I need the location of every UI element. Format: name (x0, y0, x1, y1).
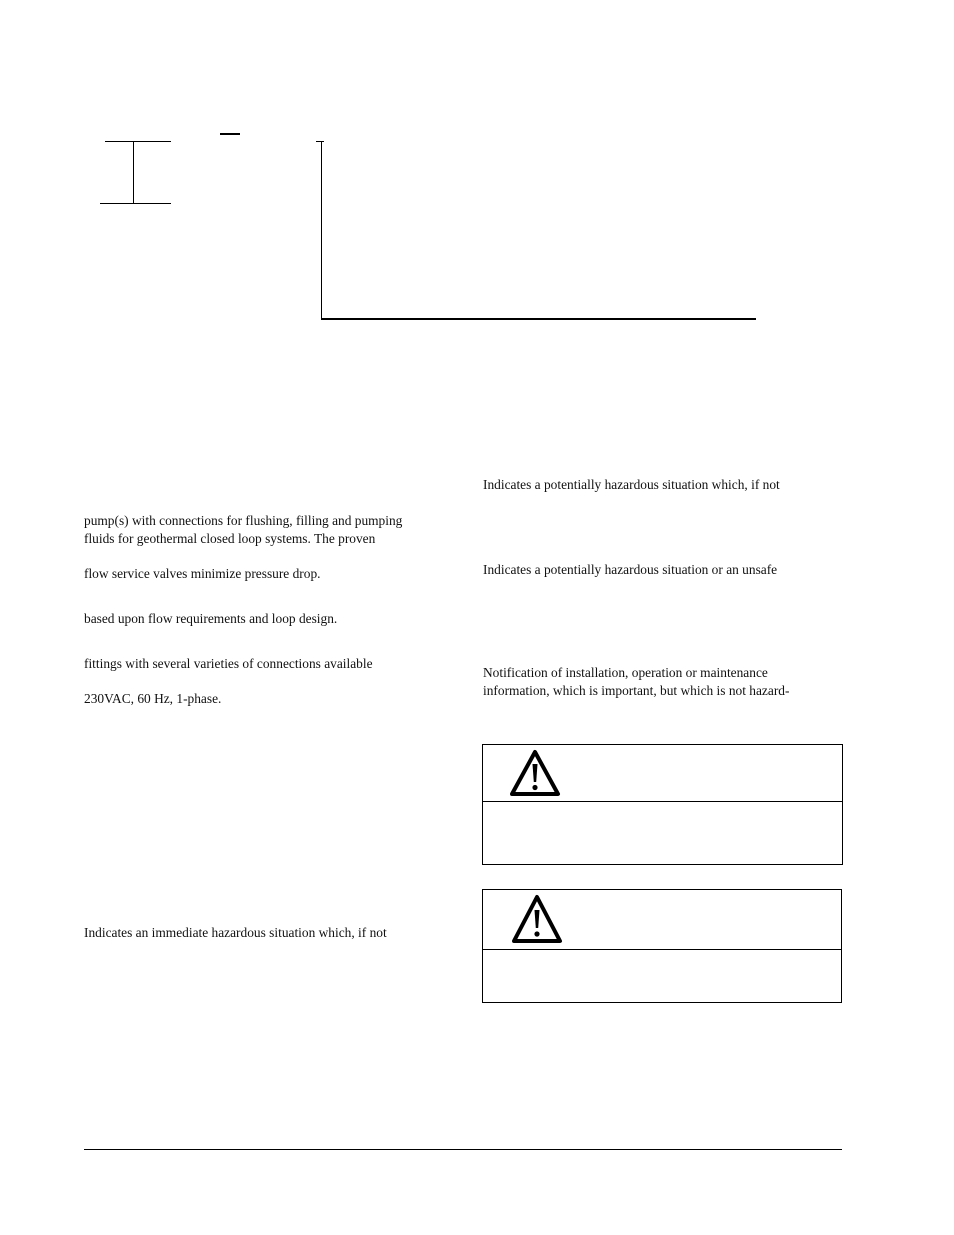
warning-box-2 (482, 889, 842, 1003)
title-dash (220, 133, 240, 135)
left-paragraph-6: Indicates an immediate hazardous situation which, if not (84, 925, 387, 940)
left-paragraph-3: based upon flow requirements and loop design. (84, 611, 338, 626)
right-paragraph-3-line-1: Notification of installation, operation or maintenance (483, 665, 768, 680)
left-paragraph-2: flow service valves minimize pressure drop. (84, 566, 321, 581)
bracket-vertical (133, 141, 134, 204)
frame-horizontal (321, 318, 756, 320)
right-paragraph-2: Indicates a potentially hazardous situation or an unsafe (483, 562, 778, 577)
warning-box-2-divider (483, 949, 841, 950)
warning-box-1-divider (483, 801, 842, 802)
warning-box-1 (482, 744, 843, 865)
left-paragraph-1-line-1: pump(s) with connections for flushing, filling and pumping (84, 513, 403, 528)
frame-tick (316, 141, 324, 142)
bottom-rule-short (100, 203, 171, 204)
right-paragraph-1: Indicates a potentially hazardous situation which, if not (483, 477, 780, 492)
footer-rule (84, 1149, 842, 1150)
frame-vertical (321, 141, 322, 319)
left-paragraph-4: fittings with several varieties of connections available (84, 656, 373, 671)
right-paragraph-3-line-2: information, which is important, but which is not hazard- (483, 683, 790, 698)
top-rule-short (105, 141, 171, 142)
warning-triangle-icon (508, 748, 562, 798)
warning-triangle-icon (510, 893, 564, 945)
left-paragraph-5: 230VAC, 60 Hz, 1-phase. (84, 691, 222, 706)
left-paragraph-1-line-2: fluids for geothermal closed loop systems. The proven (84, 531, 376, 546)
